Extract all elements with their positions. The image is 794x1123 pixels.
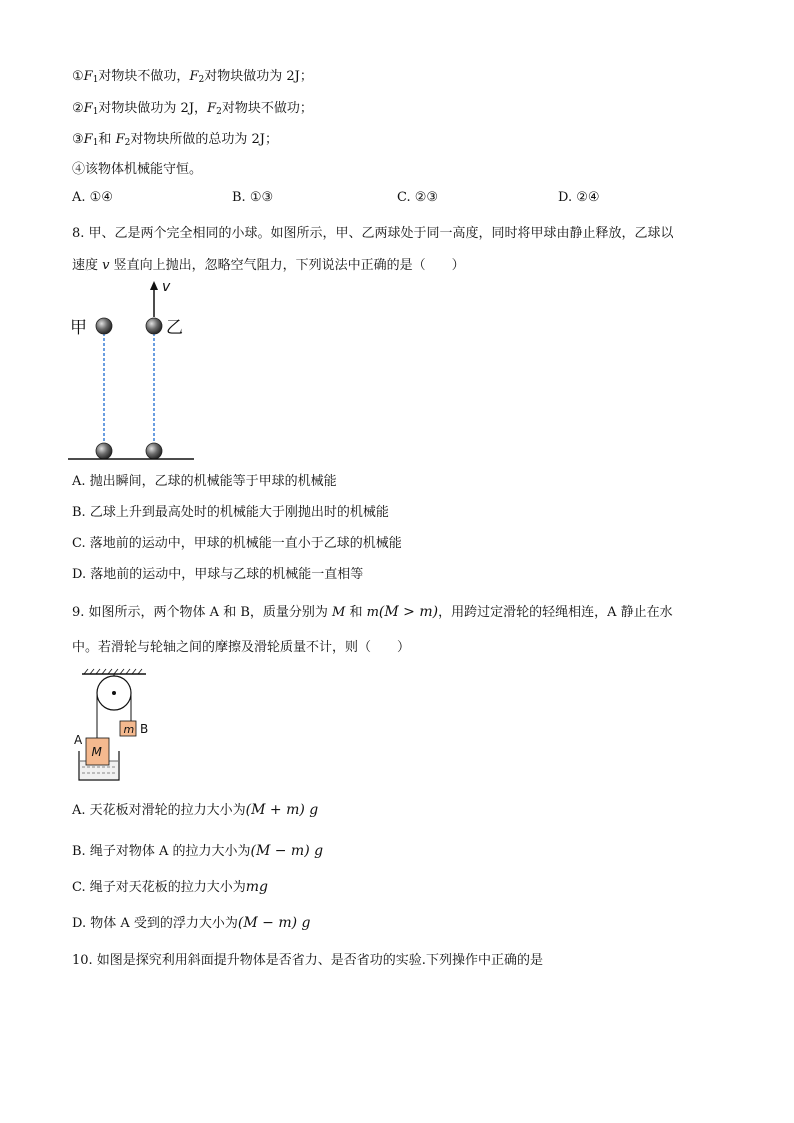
q9-label-b: B [140, 722, 149, 736]
q9-stem-line2: 中。若滑轮与轮轴之间的摩擦及滑轮质量不计，则（ ） [72, 640, 411, 655]
q8-ball-jia-bottom [96, 443, 112, 459]
q9-figure [70, 668, 160, 786]
q9-option-c[interactable]: C. 绳子对天花板的拉力大小为mg [72, 879, 268, 895]
q7-option-d[interactable]: D. ②④ [558, 190, 600, 205]
q9-pulley-hub [112, 691, 116, 695]
q8-stem-line2: 速度 v 竖直向上抛出，忽略空气阻力，下列说法中正确的是（ ） [72, 258, 465, 273]
q7-option-a[interactable]: A. ①④ [72, 190, 113, 205]
q8-ball-yi-top [146, 318, 162, 334]
q8-label-jia: 甲 [70, 318, 87, 338]
q8-ball-yi-bottom [146, 443, 162, 459]
q8-option-c[interactable]: C. 落地前的运动中，甲球的机械能一直小于乙球的机械能 [72, 536, 402, 551]
q7-options [72, 190, 712, 208]
q7-option-b[interactable]: B. ①③ [232, 190, 274, 205]
q9-stem-line1: 9. 如图所示，两个物体 A 和 B，质量分别为 M 和 m(M > m)，用跨过定滑轮的轻绳相连，A 静止在水 [72, 604, 673, 620]
q8-figure [60, 275, 210, 465]
q8-option-b[interactable]: B. 乙球上升到最高处时的机械能大于刚抛出时的机械能 [72, 505, 389, 520]
q9-option-a[interactable]: A. 天花板对滑轮的拉力大小为(M + m) g [72, 802, 319, 818]
q8-option-a[interactable]: A. 抛出瞬间，乙球的机械能等于甲球的机械能 [72, 474, 337, 489]
statement-2: $②F_1$对物块做功为 2J，$F_2$对物块不做功； [72, 101, 313, 117]
q9-label-m: m [123, 723, 135, 736]
q7-option-c[interactable]: C. ②③ [397, 190, 439, 205]
q9-option-d[interactable]: D. 物体 A 受到的浮力大小为(M − m) g [72, 915, 311, 931]
q8-label-v: v [162, 279, 171, 295]
q9-label-big-m: M [91, 745, 102, 759]
statement-1: $①F_1$对物块不做功，$F_2$对物块做功为 2J； [72, 69, 313, 85]
q8-ball-jia-top [96, 318, 112, 334]
q8-label-yi: 乙 [166, 318, 183, 338]
statement-3: $③F_1$和 $F_2$对物块所做的总功为 2J； [72, 132, 278, 148]
q8-option-d[interactable]: D. 落地前的运动中，甲球与乙球的机械能一直相等 [72, 567, 364, 582]
q10-stem: 10. 如图是探究利用斜面提升物体是否省力、是否省功的实验.下列操作中正确的是 [72, 953, 543, 968]
q8-stem-line1: 8. 甲、乙是两个完全相同的小球。如图所示，甲、乙两球处于同一高度，同时将甲球由静止释放，乙球以 [72, 226, 674, 241]
statement-4: ④该物体机械能守恒。 [72, 162, 203, 177]
q9-option-b[interactable]: B. 绳子对物体 A 的拉力大小为(M − m) g [72, 843, 324, 859]
q9-label-a: A [74, 733, 83, 747]
q8-arrow-head [150, 281, 158, 290]
